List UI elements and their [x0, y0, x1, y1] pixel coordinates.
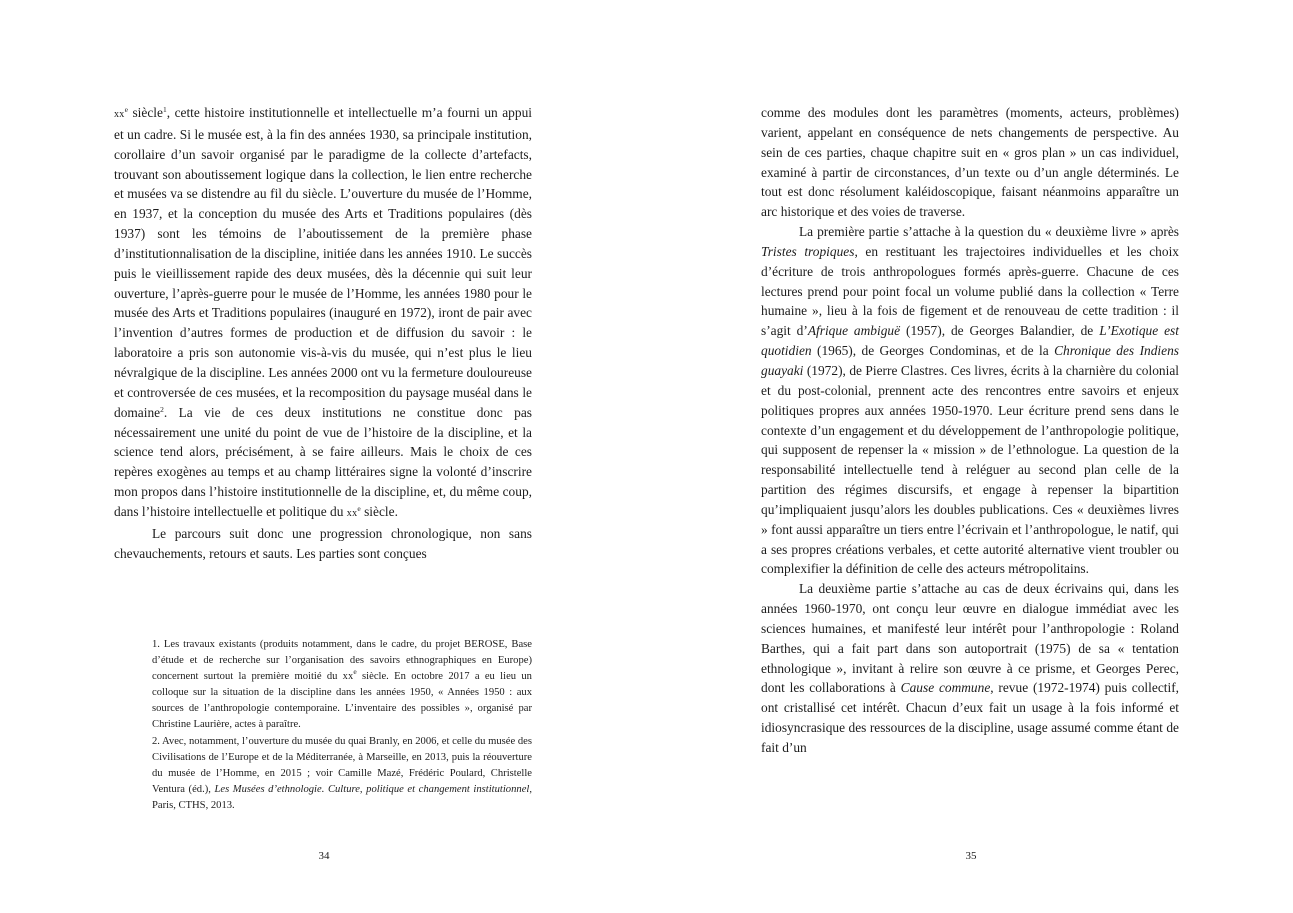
text-run: , en restituant les trajectoires individuelles et les choix d’écriture de trois anthropologues formés après-guerre. Chacune de ces lectures prend pour point focal un volume publié dans la collection « Terre humaine », lieu à la fois de figement et de renouveau de cette tradition : il s’agit d’ [761, 243, 1179, 339]
paragraph [761, 222, 1179, 579]
text-run: siècle. En octobre 2017 a eu lieu un colloque sur la situation de la discipline dans les années 1950, « Années 1950 : aux sources de l’anthropologie contemporaine. L’inventaire des possibles », organisé par Christine Laurière, actes à paraître. [152, 671, 532, 731]
text-run: La deuxième partie s’attache au cas de deux écrivains qui, dans les années 1960-1970, ont conçu leur œuvre en dialogue immédiat avec les sciences humaines, et manifesté leur intérêt pour l’anthropologie : Roland Barthes, qui a fait part dans son autoportrait (1975) de sa « tentation ethnologique », invitant à relire son œuvre à ce prisme, et Georges Perec, dont les collaborations à [761, 581, 1179, 696]
text-run: (1972), de Pierre Clastres. Ces livres, écrits à la charnière du colonial et du post-colonial, prennent acte des rencontres entre savoirs et enjeux politiques propres aux années 1950-1970. Leur écriture prend sens dans le contexte d’un engagement et du développement de l’anthropologie politique, qui supposent de repenser la « mission » de l’ethnologue. La question de la responsabilité intellectuelle tend à reléguer au second plan celle de la partition des régimes discursifs, et engage à repenser la bipartition qu’impliquaient jusqu’alors les doubles publications. Ces « deuxièmes livres » font aussi apparaître un tiers entre l’écrivain et l’anthropologue, le natif, qui a ses propres créations verbales, et cette autorité alternative vient troubler ou complexifier la définition de celle des acteurs métropolitains. [761, 362, 1179, 577]
paragraph [114, 524, 532, 564]
right-page [647, 0, 1293, 913]
paragraph [761, 579, 1179, 758]
italic-text: Afrique ambiguë [807, 323, 901, 339]
italic-text: Chronique des Indiens guayaki [761, 343, 1179, 378]
text-run: siècle. [360, 503, 398, 519]
paragraph [114, 103, 532, 524]
footnote [152, 637, 532, 734]
left-page [0, 0, 646, 913]
text-run: siècle [127, 105, 163, 120]
text-run: . La vie de ces deux institutions ne constitue donc pas nécessairement une unité du point de vue de l’histoire de la discipline, et la science tend alors, précisément, à se faire ailleurs. Mais le choix de ces repères exogènes au temps et au champ littéraires signe la volonté d’inscrire mon propos dans l’histoire institutionnelle de la discipline, et, du même coup, dans l’histoire intellectuelle et politique du [114, 404, 532, 519]
right-body-text [761, 103, 1179, 758]
text-run: Le parcours suit donc une progression chronologique, non sans chevauchements, retours et sauts. Les parties sont conçues [114, 525, 532, 561]
text-run: 1. Les travaux existants (produits notamment, dans le cadre, du projet BEROSE, Base d’étude et de recherche sur l’organisation des savoirs ethnographiques en Europe) concernent surtout la première moitié du [152, 639, 532, 683]
text-run: , revue (1972-1974) puis collectif, ont cristallisé cet intérêt. Chacun d’eux fait un usage à la fois informé et idiosyncrasique des ressources de la discipline, usage assumé comme étant de fait d’un [761, 680, 1180, 755]
text-run: comme des modules dont les paramètres (moments, acteurs, problèmes) varient, appelant en conséquence de nets changements de perspective. Au sein de ces parties, chaque chapitre suit en « gros plan » un cas individuel, examiné à partir de circonstances, d’un texte ou d’un angle déterminés. Le tout est donc résolument kaléidoscopique, faisant néanmoins apparaître un arc historique et des voies de traverse. [761, 105, 1179, 220]
superscript: 1 [162, 105, 167, 114]
page-number-right: 35 [965, 850, 977, 862]
superscript: 2 [160, 404, 164, 414]
italic-text: Cause commune [900, 680, 991, 696]
text-run: , cette histoire institutionnelle et intellectuelle m’a fourni un appui et un cadre. Si le musée est, à la fin des années 1930, sa principale institution, corollaire d’un savoir organisé par le paradigme de la collecte d’artefacts, trouvant son aboutissement logique dans la collection, le lien entre recherche et musées va se distendre au fil du siècle. L’ouverture du musée de l’Homme, en 1937, et la conception du musée des Arts et Traditions populaires (dès 1937) sont les témoins de l’aboutissement de la première phase d’institutionnalisation de la discipline, initiée dans les années 1910. Le succès puis le vieillissement rapide des deux musées, dès la décennie qui suit leur ouverture, l’après-guerre pour le musée de l’Homme, les années 1980 pour le musée des Arts et Traditions populaires (inauguré en 1972), iront de pair avec l’invention d’autres formes de production et de diffusion du savoir : le laboratoire a pris son autonomie vis-à-vis du musée, qui n’est plus le lieu névralgique de la discipline. Les années 2000 ont vu la fermeture douloureuse et controversée de ces musées, et la recomposition du paysage muséal dans le domaine [114, 105, 532, 420]
superscript: e [357, 503, 361, 513]
left-footnotes [152, 637, 532, 814]
text-run: (1965), de Georges Condominas, et de la [811, 343, 1055, 359]
superscript: e [124, 105, 128, 114]
italic-text: Tristes tropiques [761, 243, 855, 259]
footnote [152, 734, 532, 814]
text-run: La première partie s’attache à la question du « deuxième livre » après [799, 224, 1179, 240]
text-run: xx [114, 109, 125, 120]
text-run: xx [342, 671, 354, 683]
page-number-left: 34 [318, 850, 330, 862]
left-body-text [114, 103, 532, 563]
text-run: , Paris, CTHS, 2013. [152, 783, 532, 811]
superscript: e [353, 667, 357, 677]
text-run: (1957), de Georges Balandier, de [900, 323, 1100, 339]
text-run: xx [346, 507, 358, 519]
text-run: 2. Avec, notamment, l’ouverture du musée du quai Branly, en 2006, et celle du musée des Civilisations de l’Europe et de la Méditerranée, à Marseille, en 2013, puis la réouverture du musée de l’Homme, en 2015 ; voir Camille Mazé, Frédéric Poulard, Christelle Ventura (éd.), [152, 735, 532, 795]
italic-text: L’Exotique est quotidien [761, 323, 1179, 359]
italic-text: Les Musées d’ethnologie. Culture, politique et changement institutionnel [214, 783, 530, 795]
paragraph [761, 103, 1179, 222]
